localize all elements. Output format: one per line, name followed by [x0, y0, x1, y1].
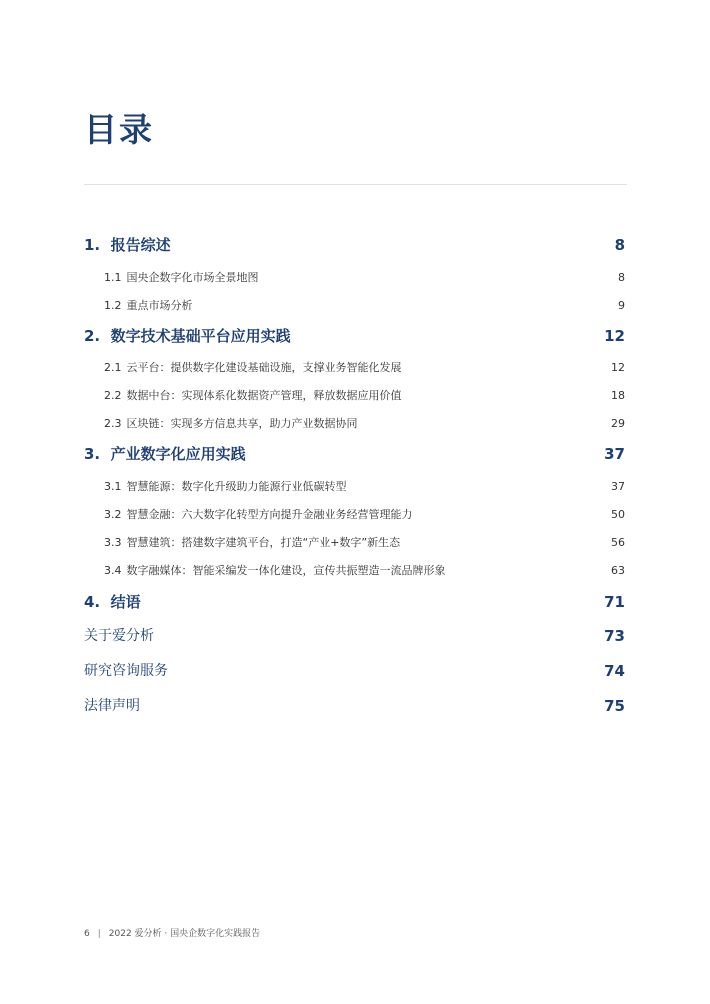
toc-section-title: 报告综述: [110, 236, 171, 254]
toc-page-number: 9: [618, 299, 625, 312]
toc-subsection-3-3[interactable]: [104, 533, 625, 553]
toc-subsection-number: 1.1: [104, 271, 122, 284]
toc-legal[interactable]: [84, 696, 625, 716]
toc-subsection-number: 2.2: [104, 389, 122, 402]
toc-page-number: 12: [604, 327, 625, 345]
toc-page-number: 50: [611, 508, 625, 521]
toc-subsection-label: [104, 358, 402, 378]
toc-subsection-label: [104, 561, 446, 581]
toc-subsection-title: 国央企数字化市场全景地图: [126, 271, 259, 284]
page-title: 目录: [84, 110, 154, 149]
toc-page-number: 71: [604, 593, 625, 611]
toc-subsection-number: 3.3: [104, 536, 122, 549]
toc-page-number: 18: [611, 389, 625, 402]
toc-subsection-number: 2.1: [104, 361, 122, 374]
toc-page-number: 29: [611, 417, 625, 430]
toc-page-number: 8: [614, 236, 625, 254]
footer-separator: |: [97, 929, 101, 939]
toc-subsection-title: 智慧能源：数字化升级助力能源行业低碳转型: [126, 480, 347, 493]
toc-subsection-label: [104, 477, 347, 497]
toc-subsection-3-1[interactable]: [104, 477, 625, 497]
toc-subsection-1-2[interactable]: [104, 296, 625, 316]
toc-subsection-label: [104, 505, 413, 525]
toc-section-title: 结语: [110, 593, 141, 611]
toc-subsection-title: 区块链：实现多方信息共享，助力产业数据协同: [126, 417, 358, 430]
toc-page-number: 8: [618, 271, 625, 284]
toc-section-number: 2.: [84, 327, 101, 345]
toc-subsection-title: 智慧建筑：搭建数字建筑平台，打造“产业+数字”新生态: [126, 536, 401, 549]
toc-section-label: [84, 235, 171, 255]
toc-appendix-title: 关于爱分析: [84, 628, 154, 644]
toc-subsection-1-1[interactable]: [104, 268, 625, 288]
toc-subsection-number: 1.2: [104, 299, 122, 312]
toc-page-number: 63: [611, 564, 625, 577]
toc-page-number: 12: [611, 361, 625, 374]
toc-section-1[interactable]: [84, 235, 625, 255]
toc-page-number: 37: [604, 445, 625, 463]
toc-subsection-title: 数据中台：实现体系化数据资产管理，释放数据应用价值: [126, 389, 402, 402]
toc-section-title: 数字技术基础平台应用实践: [110, 327, 291, 345]
toc-section-number: 3.: [84, 445, 101, 463]
toc-section-4[interactable]: [84, 592, 625, 612]
toc-subsection-2-2[interactable]: [104, 386, 625, 406]
footer-report-title: 2022 爱分析 · 国央企数字化实践报告: [108, 929, 261, 939]
toc-about[interactable]: [84, 626, 625, 646]
toc-subsection-label: [104, 533, 400, 553]
toc-appendix-title: 法律声明: [84, 698, 140, 714]
toc-subsection-title: 重点市场分析: [126, 299, 193, 312]
toc-section-label: [84, 592, 141, 612]
toc-subsection-number: 3.4: [104, 564, 122, 577]
toc-research-services[interactable]: [84, 661, 625, 681]
toc-subsection-title: 智慧金融：六大数字化转型方向提升金融业务经营管理能力: [126, 508, 413, 521]
toc-appendix-title: 研究咨询服务: [84, 663, 168, 679]
toc-subsection-number: 3.2: [104, 508, 122, 521]
toc-subsection-title: 云平台：提供数字化建设基础设施，支撑业务智能化发展: [126, 361, 402, 374]
toc-section-number: 4.: [84, 593, 101, 611]
toc-subsection-title: 数字融媒体：智能采编发一体化建设，宣传共振塑造一流品牌形象: [126, 564, 446, 577]
toc-section-label: [84, 326, 291, 346]
toc-subsection-label: [104, 414, 358, 434]
toc-subsection-3-2[interactable]: [104, 505, 625, 525]
toc-subsection-number: 2.3: [104, 417, 122, 430]
toc-page-number: 37: [611, 480, 625, 493]
toc-subsection-label: [104, 268, 259, 288]
toc-subsection-label: [104, 386, 402, 406]
toc-section-label: [84, 444, 246, 464]
title-divider: [84, 184, 627, 185]
toc-page-number: 73: [604, 627, 625, 645]
toc-section-3[interactable]: [84, 444, 625, 464]
toc-page-number: 74: [604, 662, 625, 680]
footer-page-number: 6: [84, 929, 90, 939]
toc-section-title: 产业数字化应用实践: [110, 445, 246, 463]
toc-page-number: 56: [611, 536, 625, 549]
toc-subsection-2-1[interactable]: [104, 358, 625, 378]
toc-subsection-2-3[interactable]: [104, 414, 625, 434]
page-footer: [84, 926, 260, 939]
toc-section-2[interactable]: [84, 326, 625, 346]
toc-section-number: 1.: [84, 236, 101, 254]
toc-subsection-number: 3.1: [104, 480, 122, 493]
toc-page-number: 75: [604, 697, 625, 715]
toc-subsection-label: [104, 296, 193, 316]
toc-subsection-3-4[interactable]: [104, 561, 625, 581]
